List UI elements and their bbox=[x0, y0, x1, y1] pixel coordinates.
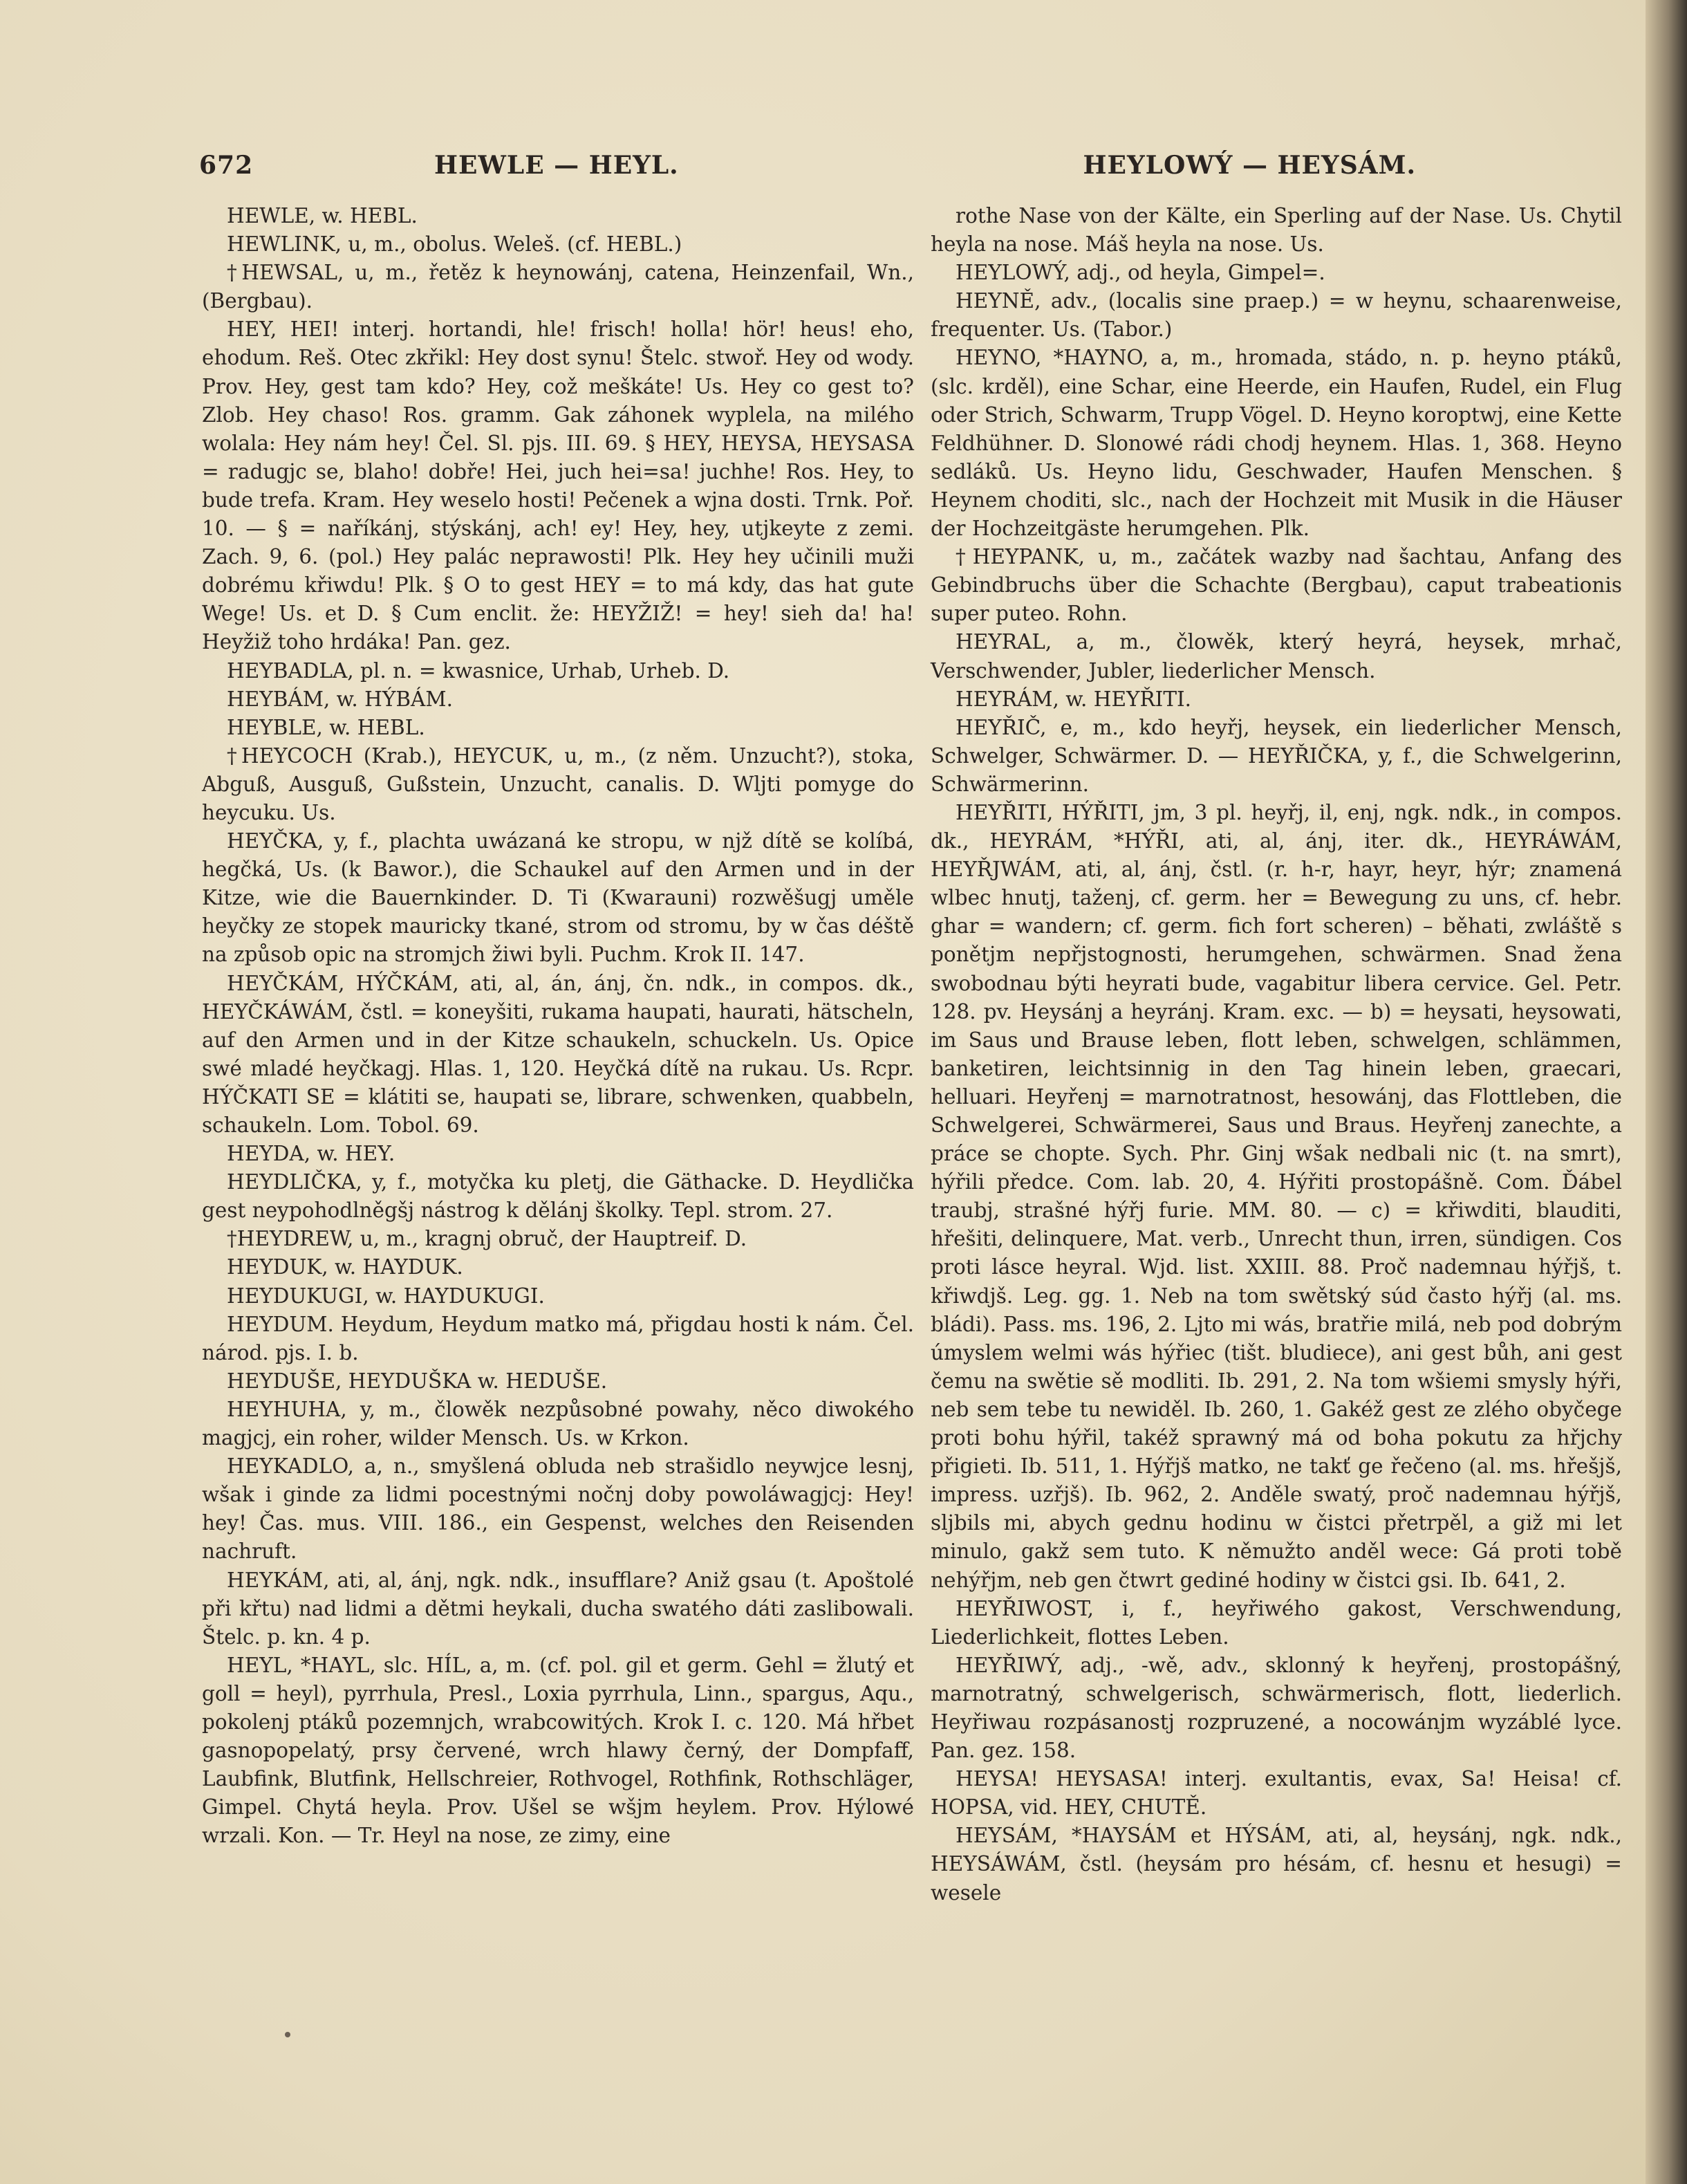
entry-heydukugi: HEYDUKUGI, w. HAYDUKUGI. bbox=[227, 1284, 545, 1308]
entry-heyric: HEYŘIČ, e, m., kdo heyřj, heysek, ein liederlicher Mensch, Schwelger, Schwärmer. D. — HEYŘIČKA, y, f., die Schwelgerinn, Schwärmerinn. bbox=[931, 715, 1622, 796]
entry-heycka: HEYČKA, y, f., plachta uwázaná ke stropu, w njž dítě se kolíbá, hegčká, Us. (k Bawor.), die Schaukel auf den Armen und in der Kitze, wie die Bauernkinder. D. Ti (Kwarauni) rozwěšugj uměle heyčky ze stopek mauricky tkané, strom od stromu, by w čas déště na způsob opic na stromjch žiwi byli. Puchm. Krok II. 147. bbox=[202, 829, 914, 967]
entry-heyl: HEYL, *HAYL, slc. HÍL, a, m. (cf. pol. gil et germ. Gehl = žlutý et goll = heyl), pyrrhula, Presl., Loxia pyrrhula, Linn., spargus, Aqu., pokolenj ptáků pozemnjch, wrabcowitých. Krok I. c. 120. Má hřbet gasnopopelatý, prsy červené, wrch hlawy černý, der Dompfaff, Laubfink, Blutfink, Hellschreier, Rothvogel, Rothfink, Rothschläger, Gimpel. Chytá heyla. Prov. Ušel se wšjm heylem. Prov. Hýlowé wrzali. Kon. — Tr. Heyl na nose, ze zimy, eine bbox=[202, 1653, 914, 1848]
entry-heyhuha: HEYHUHA, y, m., člowěk nezpůsobné powahy, něco diwokého magjcj, ein roher, wilder Mensch. Us. w Krkon. bbox=[202, 1397, 914, 1450]
entry-heyram: HEYRÁM, w. HEYŘITI. bbox=[956, 687, 1192, 711]
entry-heyduse: HEYDUŠE, HEYDUŠKA w. HEDUŠE. bbox=[227, 1369, 608, 1393]
entry-heydum: HEYDUM. Heydum, Heydum matko má, přigdau hosti k nám. Čel. národ. pjs. I. b. bbox=[202, 1312, 914, 1364]
entry-heydrew: †HEYDREW, u, m., kragnj obruč, der Hauptreif. D. bbox=[227, 1227, 747, 1251]
left-running-head: HEWLE — HEYL. bbox=[434, 151, 679, 180]
entry-heylowy: HEYLOWÝ, adj., od heyla, Gimpel=. bbox=[956, 261, 1325, 285]
entry-heyne: HEYNĚ, adv., (localis sine praep.) = w heynu, schaarenweise, frequenter. Us. (Tabor.) bbox=[931, 289, 1622, 342]
entry-heybam: HEYBÁM, w. HÝBÁM. bbox=[227, 687, 453, 711]
entry-heyl-continued: rothe Nase von der Kälte, ein Sperling auf der Nase. Us. Chytil heyla na nose. Máš heyla na nose. Us. bbox=[931, 204, 1622, 257]
entry-heyckam: HEYČKÁM, HÝČKÁM, ati, al, án, ánj, čn. ndk., in compos. dk., HEYČKÁWÁM, čstl. = koneyšiti, rukama haupati, haurati, hätscheln, auf den Armen und in der Kitze schaukeln, schuckeln. Us. Opice swé mladé heyčkagj. Hlas. 1, 120. Heyčká dítě na rukau. Us. Rcpr. HÝČKATI SE = klátiti se, haupati se, librare, schwenken, quabbeln, schaukeln. Lom. Tobol. 69. bbox=[202, 971, 914, 1137]
page-binding-edge bbox=[1646, 0, 1687, 2184]
left-column bbox=[202, 202, 914, 1850]
entry-heyral: HEYRAL, a, m., člowěk, který heyrá, heysek, mrhač, Verschwender, Jubler, liederlicher Mensch. bbox=[931, 630, 1622, 683]
entry-heyble: HEYBLE, w. HEBL. bbox=[227, 715, 425, 739]
entry-heypank: †HEYPANK, u, m., začátek wazby nad šachtau, Anfang des Gebindbruchs über die Schachte (Bergbau), caput trabeationis super puteo. Rohn. bbox=[931, 545, 1622, 626]
entry-hewlink: HEWLINK, u, m., obolus. Weleš. (cf. HEBL.) bbox=[227, 232, 682, 257]
entry-hey: HEY, HEI! interj. hortandi, hle! frisch! holla! hör! heus! eho, ehodum. Reš. Otec zkřikl: Hey dost synu! Štelc. stwoř. Hey od wody. Prov. Hey, gest tam kdo? Hey, což meškáte! Us. Hey co gest to? Zlob. Hey chaso! Ros. gramm. Gak záhonek wyplela, na milého wolala: Hey nám hey! Čel. Sl. pjs. III. 69. § HEY, HEYSA, HEYSASA = radugjc se, blaho! dobře! Hei, juch hei=sa! juchhe! Ros. Hey, to bude trefa. Kram. Hey weselo hosti! Pečenek a wjna dosti. Trnk. Poř. 10. — § = naříkánj, stýskánj, ach! ey! Hey, hey, utjkeyte z zemi. Zach. 9, 6. (pol.) Hey palác neprawosti! Plk. Hey hey učinili muži dobrému křiwdu! Plk. § O to gest HEY = to má kdy, das hat gute Wege! Us. et D. § Cum enclit. že: HEYŽIŽ! = hey! sieh da! ha! Heyžiž toho hrdáka! Pan. gez. bbox=[202, 317, 914, 654]
entry-heykam: HEYKÁM, ati, al, ánj, ngk. ndk., insufflare? Aniž gsau (t. Apoštolé při křtu) nad lidmi a dětmi heykali, ducha swatého dáti zaslibowali. Štelc. p. kn. 4 p. bbox=[202, 1568, 914, 1649]
ink-speck bbox=[285, 2032, 290, 2037]
entry-heyno: HEYNO, *HAYNO, a, m., hromada, stádo, n. p. heyno ptáků, (slc. krděl), eine Schar, eine Heerde, ein Haufen, Rudel, ein Flug oder Strich, Schwarm, Trupp Vögel. D. Heyno koroptwj, eine Kette Feldhühner. D. Slonowé rádi chodj heynem. Hlas. 1, 368. Heyno sedláků. Us. Heyno lidu, Geschwader, Haufen Menschen. § Heynem choditi, slc., nach der Hochzeit mit Musik in die Häuser der Hochzeitgäste herumgehen. Plk. bbox=[931, 346, 1622, 541]
entry-hewsal: †HEWSAL, u, m., řetěz k heynowánj, catena, Heinzenfail, Wn., (Bergbau). bbox=[202, 261, 914, 313]
page-header bbox=[199, 151, 1437, 185]
entry-heysam: HEYSÁM, *HAYSÁM et HÝSÁM, ati, al, heysánj, ngk. ndk., HEYSÁWÁM, čstl. (heysám pro hésám, cf. hesnu et hesugi) = wesele bbox=[931, 1824, 1622, 1905]
entry-heybadla: HEYBADLA, pl. n. = kwasnice, Urhab, Urheb. D. bbox=[227, 658, 730, 683]
entry-heydlicka: HEYDLIČKA, y, f., motyčka ku pletj, die Gäthacke. D. Heydlička gest neypohodlněgšj nástrog k dělánj školky. Tepl. strom. 27. bbox=[202, 1170, 914, 1223]
entry-heycoch: †HEYCOCH (Krab.), HEYCUK, u, m., (z něm. Unzucht?), stoka, Abguß, Ausguß, Gußstein, Unzucht, canalis. D. Wljti pomyge do heycuku. Us. bbox=[202, 743, 914, 824]
entry-heykadlo: HEYKADLO, a, n., smyšlená obluda neb strašidlo neywjce lesnj, wšak i ginde za lidmi pocestnými nočnj doby powoláwagjcj: Hey! hey! Čas. mus. VIII. 186., ein Gespenst, welches den Reisenden nachruft. bbox=[202, 1454, 914, 1564]
right-running-head: HEYLOWÝ — HEYSÁM. bbox=[1083, 151, 1416, 180]
entry-heyriti: HEYŘITI, HÝŘITI, jm, 3 pl. heyřj, il, enj, ngk. ndk., in compos. dk., HEYRÁM, *HÝŘI, ati, al, ánj, iter. dk., HEYRÁWÁM, HEYŘJWÁM, ati, al, ánj, čstl. (r. h-r, hayr, heyr, hýr; znamená wlbec hnutj, taženj, cf. germ. her = Bewegung zu uns, cf. hebr. ghar = wandern; cf. germ. fich fort scheren) – běhati, zwláště s ponětjm nepřjstognosti, herumgehen, schwärmen. Snad žena swobodnau býti heyrati bude, vagabitur libera cervice. Gel. Petr. 128. pv. Heysánj a heyránj. Kram. exc. — b) = heysati, heysowati, im Saus und Brause leben, flott leben, schwelgen, schlämmen, banketiren, leichtsinnig in den Tag hinein leben, graecari, helluari. Heyřenj = marnotratnost, hesowánj, das Flottleben, die Schwelgerei, Schwärmerei, Saus und Braus. Heyřenj zanechte, a práce se chopte. Sych. Phr. Ginj wšak nedbali nic (t. na smrt), hýřili předce. Com. lab. 20, 4. Hýřiti prostopášně. Com. Ďábel traubj, strašné hýřj furie. MM. 80. — c) = křiwditi, blauditi, hřešiti, delinquere, Mat. verb., Unrecht thun, irren, sündigen. Cos proti lásce heyral. Wjd. list. XXIII. 88. Proč nademnau hýřjš, t. křiwdjš. Leg. gg. 1. Neb na tom swětský súd často hýřj (al. ms. bládi). Pass. ms. 196, 2. Ljto mi wás, bratřie milá, neb pod dobrým úmyslem welmi wás hýřiec (tišt. bludiece), ani gest bůh, ani gest čemu na swětie sě modliti. Ib. 291, 2. Na tom wšiemi smysly hýři, neb sem tebe tu newiděl. Ib. 260, 1. Gakéž gest ze zlého obyčege proti bohu hýřil, takéž sprawný má od boha pokutu za hřjchy přigieti. Ib. 511, 1. Hýřjš matko, ne takť ge řečeno (al. ms. hřešjš, impress. uzřjš). Ib. 962, 2. Anděle swatý, proč nademnau hýřjš, sljbils mi, abych gednu hodinu w čistci přetrpěl, a giž mi let minulo, gakž sem tuto. K němužto anděl wece: Gá proti tobě nehýřjm, neb gen čtwrt gediné hodiny w čistci gsi. Ib. 641, 2. bbox=[931, 800, 1622, 1592]
entry-hewle: HEWLE, w. HEBL. bbox=[227, 204, 418, 228]
entry-heyduk: HEYDUK, w. HAYDUK. bbox=[227, 1255, 463, 1279]
page-number: 672 bbox=[199, 151, 254, 180]
entry-heyda: HEYDA, w. HEY. bbox=[227, 1142, 395, 1166]
entry-heyriwost: HEYŘIWOST, i, f., heyřiwého gakost, Verschwendung, Liederlichkeit, flottes Leben. bbox=[931, 1596, 1622, 1649]
right-column bbox=[931, 202, 1622, 1907]
entry-heysa: HEYSA! HEYSASA! interj. exultantis, evax, Sa! Heisa! cf. HOPSA, vid. HEY, CHUTĚ. bbox=[931, 1767, 1622, 1820]
entry-heyriwy: HEYŘIWÝ, adj., -wě, adv., sklonný k heyřenj, prostopášný, marnotratný, schwelgerisch, schwärmerisch, flott, liederlich. Heyřiwau rozpásanostj rozpruzené, a nocowánjm wyzáblé lyce. Pan. gez. 158. bbox=[931, 1653, 1622, 1763]
